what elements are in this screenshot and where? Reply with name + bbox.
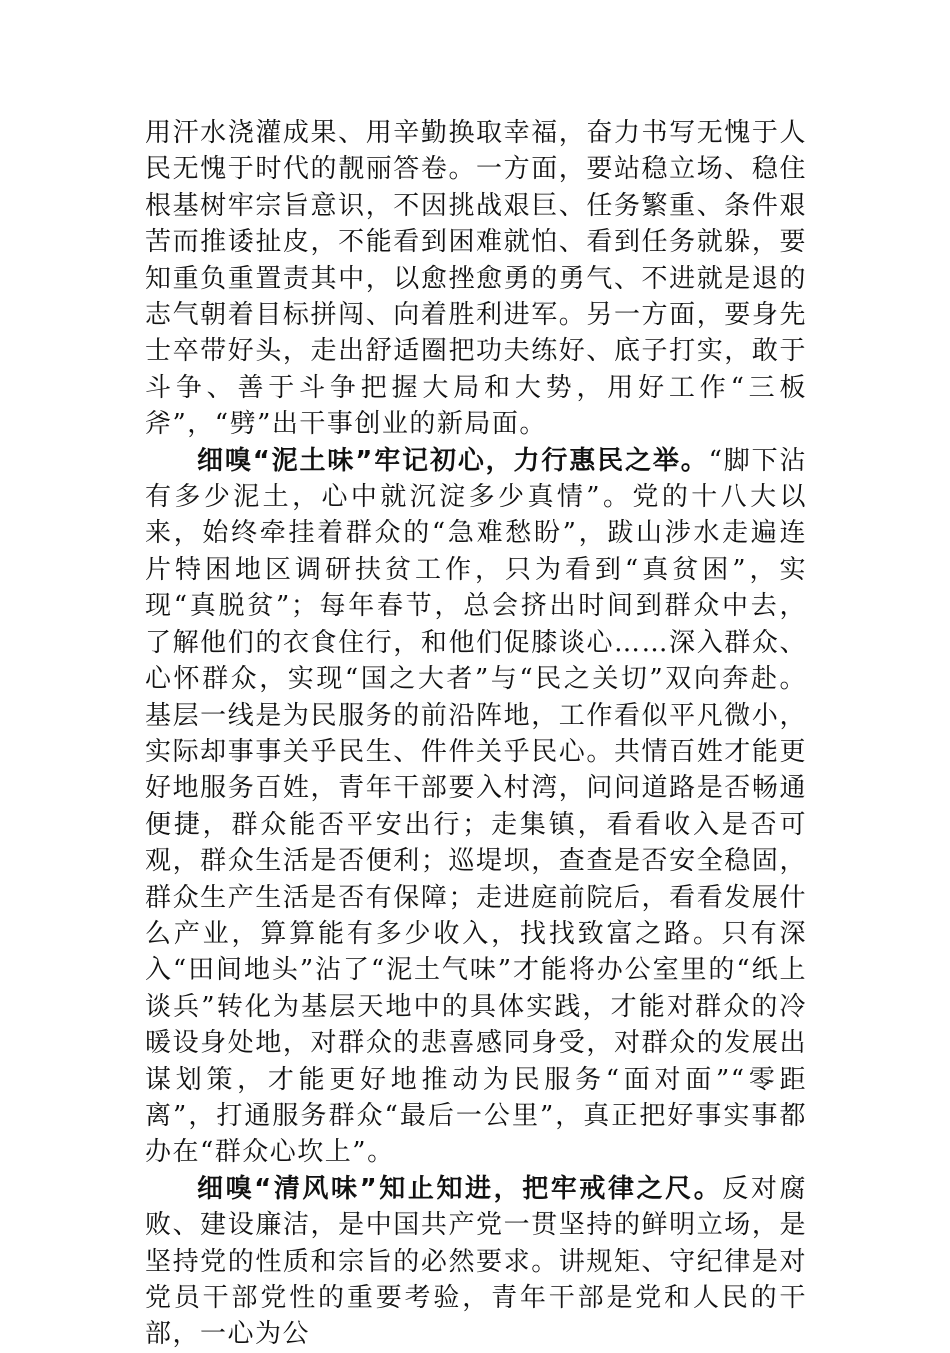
paragraph-clean-breeze — [145, 1171, 807, 1353]
paragraph-earth-flavor — [145, 443, 807, 1171]
paragraph-continuation — [145, 115, 807, 443]
paragraph-lead-heading: 细嗅“泥土味”牢记初心，力行惠民之举。 — [197, 445, 709, 476]
paragraph-text: 反对腐败、建设廉洁，是中国共产党一贯坚持的鲜明立场，是坚持党的性质和宗旨的必然要求。讲规矩、守纪律是对党员干部党性的重要考验，青年干部是党和人民的干部，一心为公 — [145, 1173, 807, 1350]
paragraph-lead-heading: 细嗅“清风味”知止知进，把牢戒律之尺。 — [197, 1173, 723, 1204]
paragraph-text: “脚下沾有多少泥土，心中就沉淀多少真情”。党的十八大以来，始终牵挂着群众的“急难愁盼”，跋山涉水走遍连片特困地区调研扶贫工作，只为看到“真贫困”，实现“真脱贫”；每年春节，总会挤出时间到群众中去，了解他们的衣食住行，和他们促膝谈心……深入群众、心怀群众，实现“国之大者”与“民之关切”双向奔赴。基层一线是为民服务的前沿阵地，工作看似平凡微小，实际却事事关乎民生、件件关乎民心。共情百姓才能更好地服务百姓，青年干部要入村湾，问问道路是否畅通便捷，群众能否平安出行；走集镇，看看收入是否可观，群众生活是否便利；巡堤坝，查查是否安全稳固，群众生产生活是否有保障；走进庭前院后，看看发展什么产业，算算能有多少收入，找找致富之路。只有深入“田间地头”沾了“泥土气味”才能将办公室里的“纸上谈兵”转化为基层天地中的具体实践，才能对群众的冷暖设身处地，对群众的悲喜感同身受，对群众的发展出谋划策，才能更好地推动为民服务“面对面”“零距离”，打通服务群众“最后一公里”，真正把好事实事都办在“群众心坎上”。 — [145, 445, 807, 1168]
paragraph-text: 用汗水浇灌成果、用辛勤换取幸福，奋力书写无愧于人民无愧于时代的靓丽答卷。一方面，要站稳立场、稳住根基树牢宗旨意识，不因挑战艰巨、任务繁重、条件艰苦而推诿扯皮，不能看到困难就怕、看到任务就躲，要知重负重置责其中，以愈挫愈勇的勇气、不进就是退的志气朝着目标拼闯、向着胜利进军。另一方面，要身先士卒带好头，走出舒适圈把功夫练好、底子打实，敢于斗争、善于斗争把握大局和大势，用好工作“三板斧”，“劈”出干事创业的新局面。 — [145, 118, 807, 440]
document-body — [145, 115, 807, 1353]
